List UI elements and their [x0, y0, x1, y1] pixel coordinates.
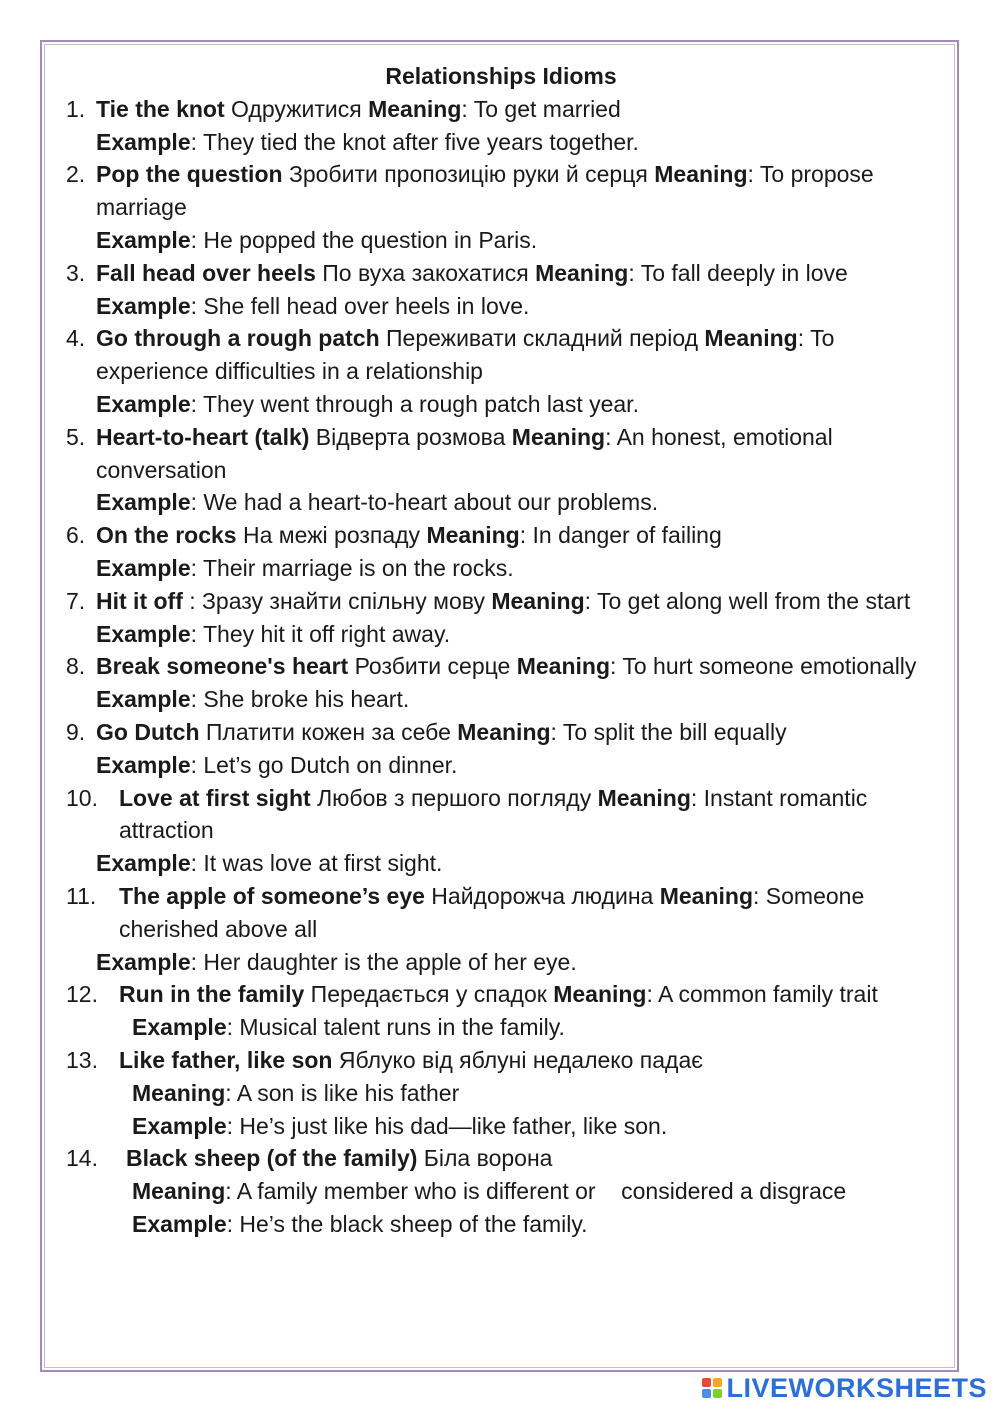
idiom-item: [66, 322, 936, 420]
idiom-item: [66, 93, 936, 159]
idiom-item: [66, 421, 936, 519]
idiom-meaning: : A common family trait: [646, 981, 878, 1008]
example-label: Example: [132, 1112, 227, 1139]
item-number: 3.: [66, 259, 86, 286]
item-number: 11.: [66, 882, 97, 909]
idiom-item: [66, 716, 936, 782]
idiom-item: [66, 257, 936, 323]
idiom-example: : They tied the knot after five years together.: [190, 128, 639, 155]
idiom-translation: По вуха закохатися: [315, 259, 536, 286]
example-label: Example: [96, 686, 191, 713]
idiom-example: : He’s just like his dad—like father, like son.: [226, 1112, 668, 1139]
meaning-label: Meaning: [535, 259, 629, 286]
idiom-example: : Their marriage is on the rocks.: [190, 554, 514, 581]
idiom-translation: Зробити пропозицію руки й серця: [282, 161, 655, 188]
idiom-item: [66, 978, 936, 1044]
idiom-meaning: : To split the bill equally: [550, 718, 787, 745]
idiom-translation: Одружитися: [224, 95, 369, 122]
idiom-meaning: : In danger of failing: [519, 522, 722, 549]
idiom-translation: Розбити серце: [348, 653, 517, 680]
idiom-phrase: Hit it off: [96, 587, 183, 614]
example-label: Example: [96, 292, 191, 319]
idiom-meaning: : A son is like his father: [225, 1079, 460, 1106]
example-label: Example: [96, 489, 191, 516]
idiom-translation: Відверта розмова: [309, 423, 512, 450]
example-label: Example: [96, 128, 191, 155]
item-number: 2.: [66, 161, 86, 188]
idiom-phrase: Go Dutch: [96, 718, 200, 745]
idiom-translation: Передається у спадок: [304, 981, 554, 1008]
idiom-example: : Let’s go Dutch on dinner.: [190, 751, 458, 778]
example-label: Example: [96, 751, 191, 778]
meaning-label: Meaning: [132, 1079, 226, 1106]
idiom-item: [66, 650, 936, 716]
item-number: 5.: [66, 423, 86, 450]
item-number: 4.: [66, 325, 86, 352]
idiom-example: : He popped the question in Paris.: [190, 226, 538, 253]
item-number: 1.: [66, 95, 86, 122]
idiom-phrase: The apple of someone’s eye: [119, 882, 425, 909]
worksheet-content: [66, 60, 936, 1241]
example-label: Example: [96, 390, 191, 417]
item-number: 14.: [66, 1145, 98, 1172]
idiom-translation: Найдорожча людина: [424, 882, 660, 909]
item-number: 12.: [66, 981, 98, 1008]
example-label: Example: [132, 1014, 227, 1041]
idiom-meaning: : An honest, emotional conversation: [96, 423, 833, 483]
idiom-phrase: Break someone's heart: [96, 653, 349, 680]
idiom-translation: Переживати складний період: [379, 325, 705, 352]
idiom-phrase: Fall head over heels: [96, 259, 316, 286]
meaning-label: Meaning: [654, 161, 748, 188]
idiom-item: [66, 158, 936, 256]
idiom-item: [66, 1044, 936, 1142]
meaning-label: Meaning: [597, 784, 691, 811]
logo-square: [713, 1378, 722, 1387]
logo-square: [713, 1389, 722, 1398]
logo-square: [702, 1378, 711, 1387]
idiom-phrase: Like father, like son: [119, 1046, 333, 1073]
meaning-label: Meaning: [426, 522, 520, 549]
idiom-example: : They hit it off right away.: [190, 620, 451, 647]
idiom-item: [66, 880, 936, 978]
idiom-phrase: Black sheep (of the family): [126, 1145, 418, 1172]
idiom-translation: : Зразу знайти спільну мову: [182, 587, 492, 614]
idiom-example: : Her daughter is the apple of her eye.: [190, 948, 577, 975]
example-label: Example: [96, 850, 191, 877]
idiom-item: [66, 519, 936, 585]
idiom-meaning: : To propose marriage: [96, 161, 874, 221]
idiom-item: [66, 585, 936, 651]
idiom-phrase: On the rocks: [96, 522, 237, 549]
meaning-label: Meaning: [659, 882, 753, 909]
meaning-label: Meaning: [491, 587, 585, 614]
idiom-phrase: Love at first sight: [119, 784, 311, 811]
idiom-phrase: Tie the knot: [96, 95, 225, 122]
page-title: Relationships Idioms: [385, 63, 617, 89]
idiom-meaning: : To get married: [461, 95, 621, 122]
idiom-item: [66, 782, 936, 880]
brand-name: LIVEWORKSHEETS: [726, 1372, 987, 1403]
idiom-example: : She broke his heart.: [190, 686, 410, 713]
idiom-phrase: Heart-to-heart (talk): [96, 423, 310, 450]
example-label: Example: [96, 226, 191, 253]
meaning-label: Meaning: [704, 325, 798, 352]
meaning-label: Meaning: [553, 981, 647, 1008]
idiom-meaning: : A family member who is different or considered a disgrace: [225, 1178, 847, 1205]
item-number: 13.: [66, 1046, 98, 1073]
idiom-phrase: Go through a rough patch: [96, 325, 380, 352]
idiom-meaning: : To hurt someone emotionally: [610, 653, 917, 680]
item-number: 10.: [66, 784, 98, 811]
example-label: Example: [96, 620, 191, 647]
idiom-translation: Платити кожен за себе: [199, 718, 458, 745]
idiom-meaning: : Instant romantic attraction: [119, 784, 868, 844]
idiom-example: : They went through a rough patch last year.: [190, 390, 639, 417]
example-label: Example: [96, 948, 191, 975]
idiom-translation: Любов з першого погляду: [310, 784, 598, 811]
logo-square: [702, 1389, 711, 1398]
liveworksheets-logo[interactable]: [702, 1373, 987, 1403]
meaning-label: Meaning: [132, 1178, 226, 1205]
idiom-phrase: Pop the question: [96, 161, 283, 188]
idiom-example: : We had a heart-to-heart about our problems.: [190, 489, 659, 516]
idiom-meaning: : To experience difficulties in a relationship: [96, 325, 835, 385]
idiom-example: : He’s the black sheep of the family.: [226, 1210, 588, 1237]
idiom-phrase: Run in the family: [119, 981, 305, 1008]
idiom-example: : She fell head over heels in love.: [190, 292, 530, 319]
idiom-item: [66, 1142, 936, 1240]
idiom-translation: Біла ворона: [417, 1145, 553, 1172]
idiom-meaning: : To get along well from the start: [584, 587, 911, 614]
idiom-translation: Яблуко від яблуні недалеко падає: [332, 1046, 703, 1073]
idiom-meaning: : Someone cherished above all: [119, 882, 865, 942]
item-number: 6.: [66, 522, 86, 549]
meaning-label: Meaning: [457, 718, 551, 745]
idiom-translation: На межі розпаду: [236, 522, 427, 549]
idiom-example: : Musical talent runs in the family.: [226, 1014, 565, 1041]
item-number: 8.: [66, 653, 86, 680]
meaning-label: Meaning: [516, 653, 610, 680]
item-number: 7.: [66, 587, 86, 614]
example-label: Example: [132, 1210, 227, 1237]
idiom-meaning: : To fall deeply in love: [628, 259, 848, 286]
meaning-label: Meaning: [368, 95, 462, 122]
item-number: 9.: [66, 718, 86, 745]
meaning-label: Meaning: [511, 423, 606, 450]
idiom-example: : It was love at first sight.: [190, 850, 443, 877]
logo-squares-icon: [702, 1378, 722, 1398]
example-label: Example: [96, 554, 191, 581]
